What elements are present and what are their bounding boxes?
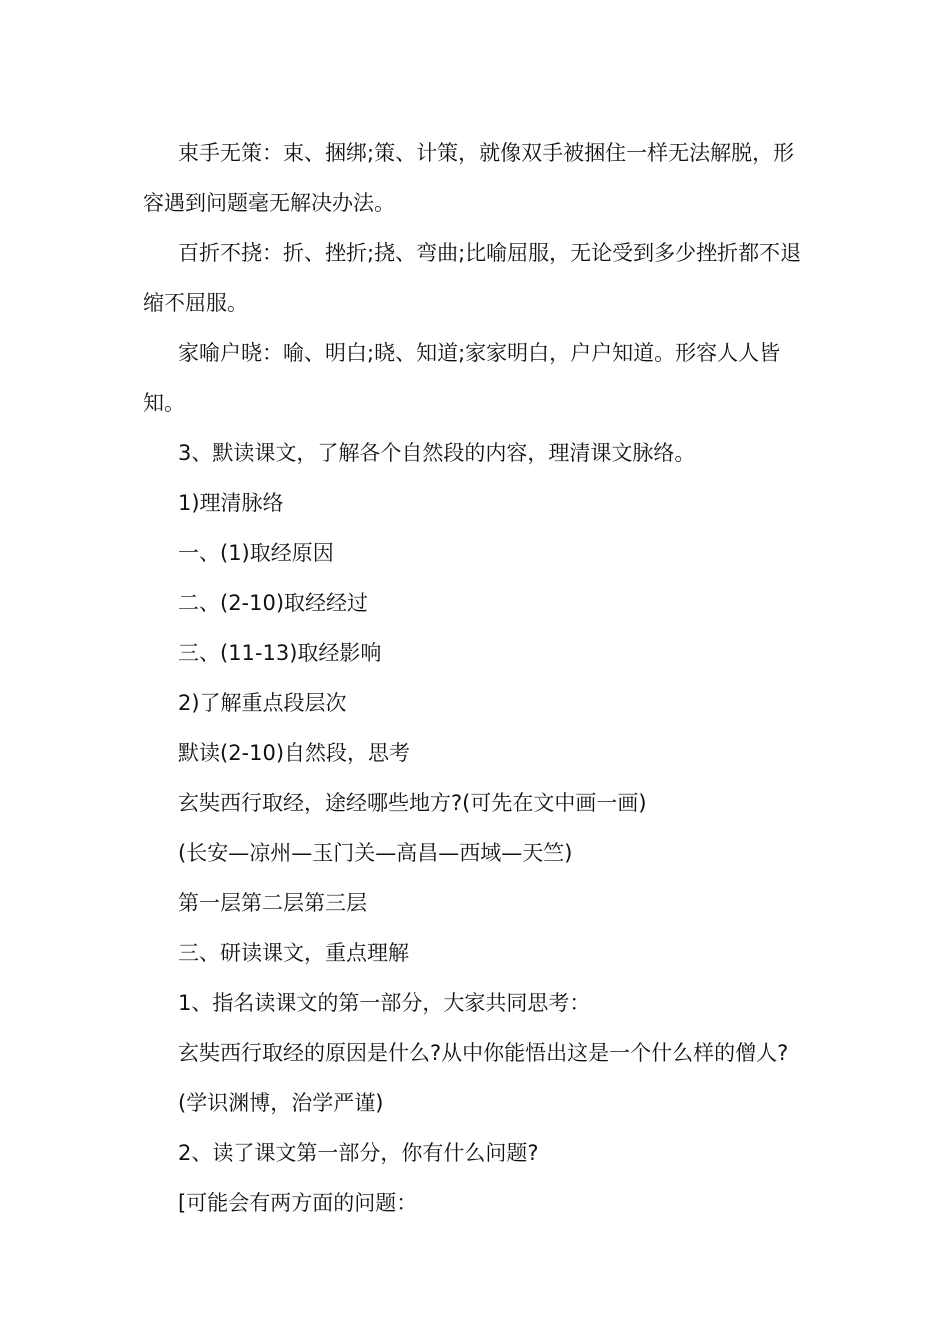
paragraph-reason-question: 玄奘西行取经的原因是什么?从中你能悟出这是一个什么样的僧人? (178, 1041, 789, 1065)
paragraph-possible-questions: [可能会有两方面的问题： (178, 1191, 418, 1215)
paragraph-key-section-heading: 2)了解重点段层次 (178, 691, 347, 715)
paragraph-reason-answer: (学识渊博，治学严谨) (178, 1091, 384, 1115)
paragraph-outline-part-3: 三、(11-13)取经影响 (178, 641, 382, 665)
paragraph-idiom-baizhebunao: 百折不挠：折、挫折;挠、弯曲;比喻屈服，无论受到多少挫折都不退缩不屈服。 (143, 241, 802, 315)
paragraph-step-3: 3、默读课文，了解各个自然段的内容，理清课文脉络。 (178, 441, 696, 465)
paragraph-outline-part-1: 一、(1)取经原因 (178, 541, 334, 565)
paragraph-layers: 第一层第二层第三层 (178, 891, 367, 915)
paragraph-route-question: 玄奘西行取经，途经哪些地方?(可先在文中画一画) (178, 791, 647, 815)
paragraph-idiom-jiayuhuxiao: 家喻户晓：喻、明白;晓、知道;家家明白，户户知道。形容人人皆知。 (143, 341, 781, 415)
paragraph-idiom-shushouwuce: 束手无策：束、捆绑;策、计策，就像双手被捆住一样无法解脱，形容遇到问题毫无解决办法。 (143, 141, 795, 215)
paragraph-route-answer: (长安—凉州—玉门关—高昌—西域—天竺) (178, 841, 573, 865)
paragraph-step-2: 2、读了课文第一部分，你有什么问题? (178, 1141, 539, 1165)
paragraph-step-1: 1、指名读课文的第一部分，大家共同思考： (178, 991, 591, 1015)
document-body (143, 128, 811, 1228)
paragraph-silent-reading: 默读(2-10)自然段，思考 (178, 741, 411, 765)
paragraph-outline-part-2: 二、(2-10)取经经过 (178, 591, 369, 615)
paragraph-outline-heading: 1)理清脉络 (178, 491, 284, 515)
paragraph-section-three-heading: 三、研读课文，重点理解 (178, 941, 409, 965)
